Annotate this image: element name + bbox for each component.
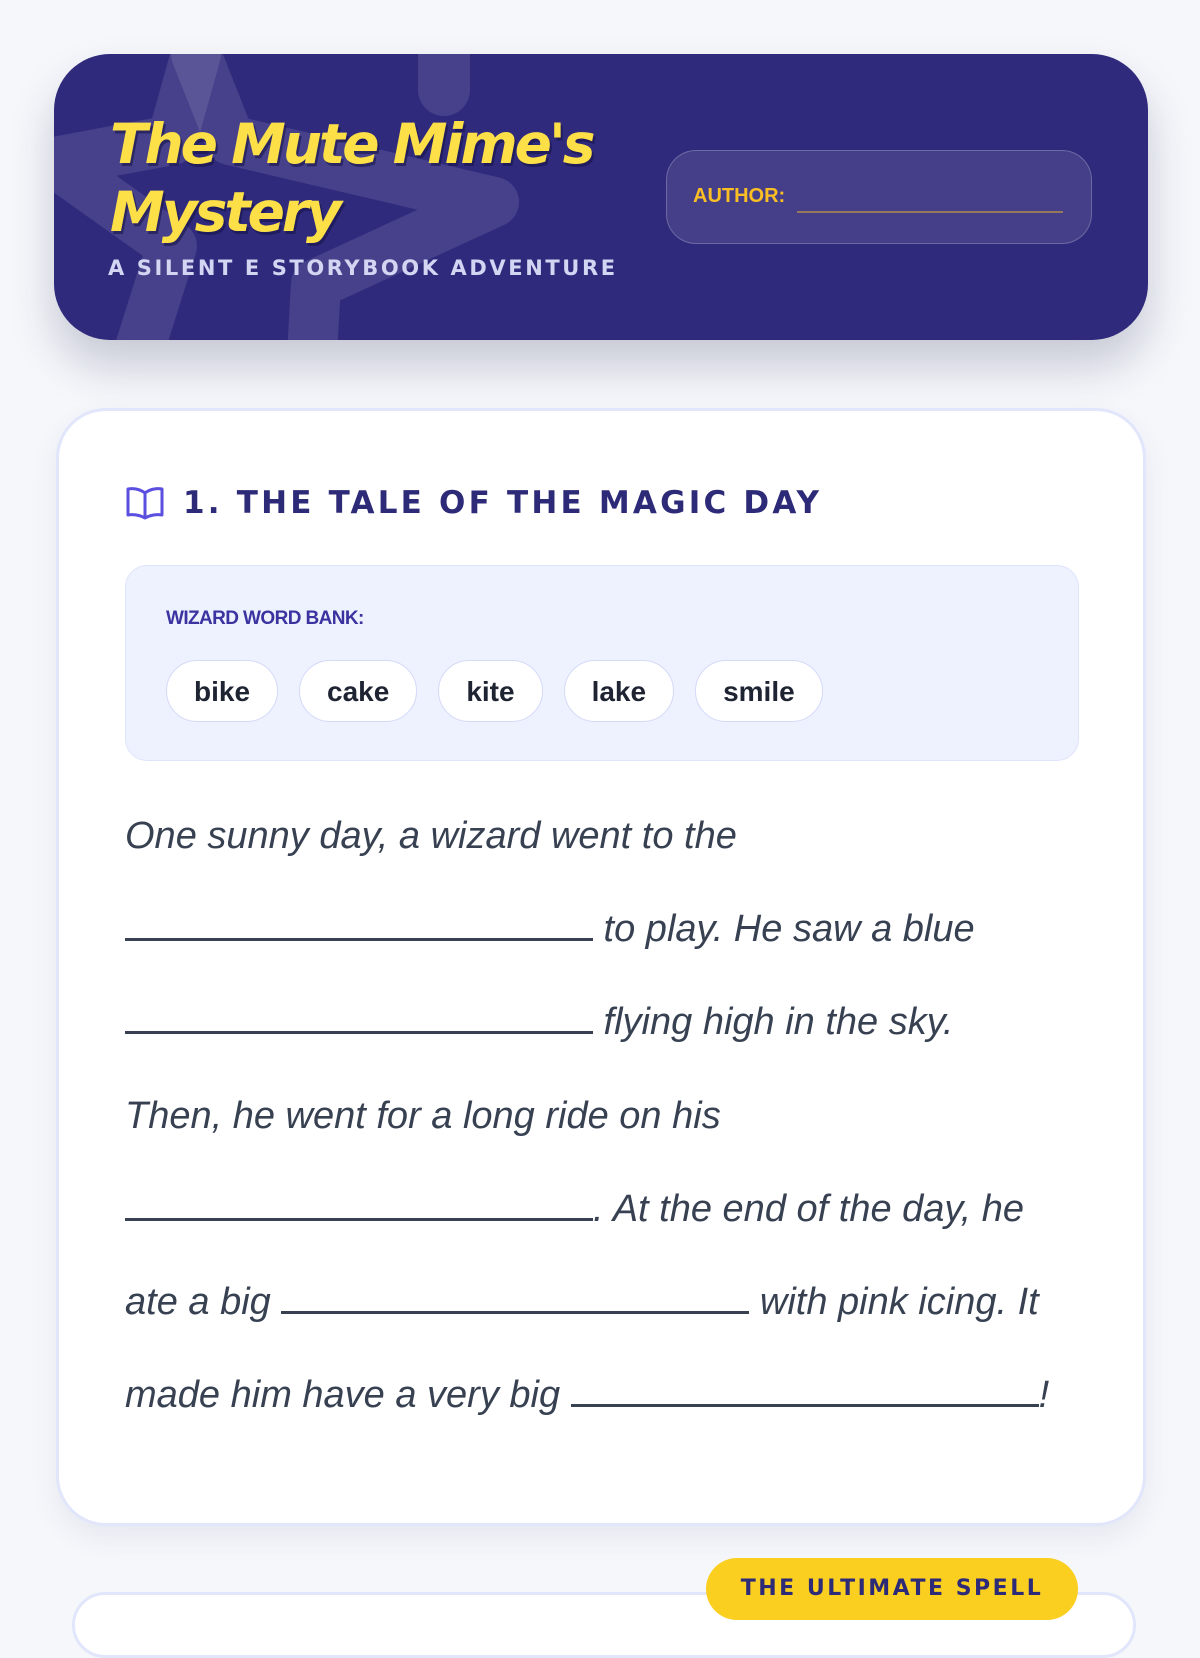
story-text-after: flying high in the sky. — [593, 1001, 954, 1044]
word-chip: kite — [438, 660, 542, 722]
answer-blank[interactable] — [125, 1186, 593, 1221]
header-banner — [54, 54, 1148, 340]
story-text — [125, 805, 1085, 1457]
word-bank-label: WIZARD WORD BANK: — [166, 608, 364, 629]
story-line — [125, 898, 1085, 991]
story-text-before: Then, he went for a long ride on his — [125, 1094, 721, 1137]
page-subtitle: A SILENT E STORYBOOK ADVENTURE — [108, 256, 618, 280]
author-label: AUTHOR: — [693, 185, 786, 207]
story-line — [125, 1271, 1085, 1364]
word-chip: bike — [166, 660, 278, 722]
section-badge: THE ULTIMATE SPELL — [706, 1558, 1078, 1620]
story-line — [125, 1364, 1085, 1457]
page-title: The Mute Mime's Mystery — [110, 112, 593, 244]
story-line — [125, 1085, 1085, 1178]
answer-blank[interactable] — [125, 999, 593, 1034]
story-text-before: made him have a very big — [125, 1374, 571, 1417]
story-text-after: to play. He saw a blue — [593, 908, 975, 951]
story-line — [125, 805, 1085, 898]
author-field[interactable] — [666, 150, 1092, 244]
story-line — [125, 1178, 1085, 1271]
answer-blank[interactable] — [571, 1372, 1039, 1407]
section-title: 1. THE TALE OF THE MAGIC DAY — [183, 485, 823, 521]
word-bank-chips — [166, 660, 823, 722]
answer-blank[interactable] — [281, 1279, 749, 1314]
story-text-after: ! — [1038, 1374, 1050, 1417]
word-chip: lake — [564, 660, 675, 722]
story-text-after: with pink icing. It — [749, 1280, 1039, 1323]
story-text-after: . At the end of the day, he — [593, 1187, 1024, 1230]
section-heading — [125, 483, 822, 523]
story-text-before: ate a big — [125, 1280, 282, 1323]
story-card — [56, 408, 1146, 1526]
story-text-before: One sunny day, a wizard went to the — [125, 815, 737, 857]
book-open-icon — [125, 485, 165, 521]
word-chip: cake — [299, 660, 417, 722]
author-input-line[interactable] — [797, 211, 1063, 213]
word-chip: smile — [695, 660, 823, 722]
answer-blank[interactable] — [125, 906, 593, 941]
story-line — [125, 991, 1085, 1084]
word-bank — [125, 565, 1079, 761]
